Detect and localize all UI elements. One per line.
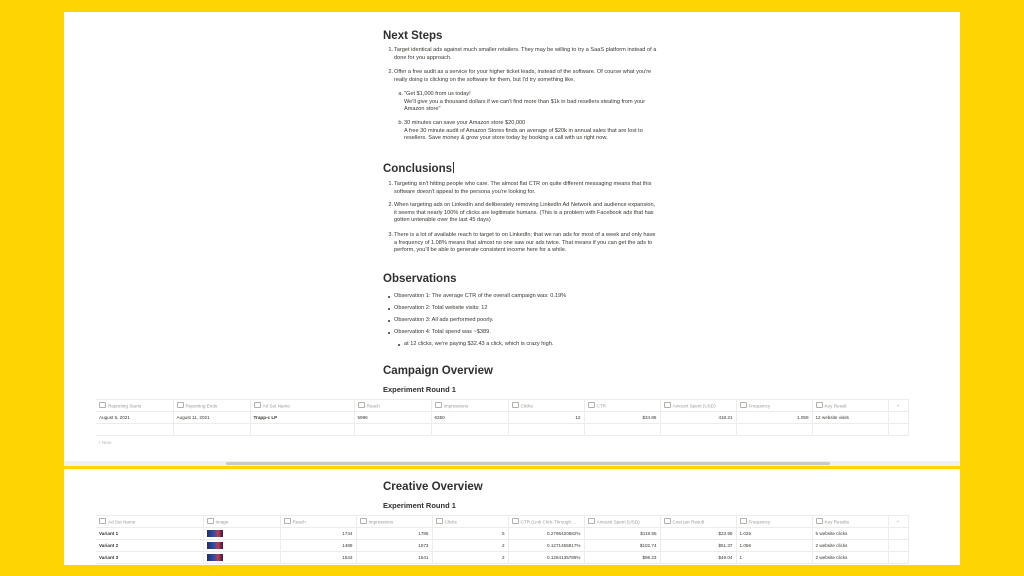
list-item-text[interactable]: Offer a free audit as a service for your higher ticket leads, instead of the software. Of course what you're really doing is clicking on the software for them, but I'd try something like, (394, 69, 652, 83)
add-column-button[interactable]: + (888, 400, 908, 412)
number-property-icon (664, 402, 671, 408)
heading-next-steps: Next Steps (383, 30, 443, 42)
bullet-item (383, 317, 658, 325)
column-header-reach[interactable]: Reach (354, 400, 431, 412)
table-cell[interactable]: 12 (508, 412, 584, 424)
column-header-frequency[interactable]: Frequency (736, 516, 812, 528)
column-header-ctr[interactable]: CTR (Link Click-Through ... (508, 516, 584, 528)
column-header-key-result[interactable]: Key Result (812, 400, 888, 412)
table-cell[interactable]: $119.95 (584, 528, 660, 540)
list-number: 2. (388, 202, 393, 208)
number-property-icon (435, 402, 442, 408)
sub-list-item-text[interactable]: "Get $1,000 from us today! We'll give you a thousand dollars if we can't find more than $1k in bad resellers stealing from your Amazon store" (404, 91, 646, 113)
bullet-text[interactable]: at 12 clicks, we're paying $32.43 a click, which is crazy high. (404, 341, 554, 347)
text-property-icon (816, 518, 823, 524)
table-cell[interactable]: 1541 (356, 552, 432, 564)
column-header-ctr[interactable]: CTR (584, 400, 660, 412)
heading-campaign-overview: Campaign Overview (383, 365, 493, 377)
table-row (96, 540, 908, 552)
table-cell[interactable]: 1573 (356, 540, 432, 552)
table-cell[interactable]: 6350 (431, 412, 508, 424)
table-row (96, 528, 908, 540)
heading-creative-overview: Creative Overview (383, 481, 483, 493)
bullet-dot (398, 344, 400, 346)
column-header-ad-set-name[interactable]: Ad Set Name (96, 516, 203, 528)
table-cell-image[interactable] (203, 552, 280, 564)
campaign-table (96, 399, 909, 436)
ad-image-thumbnail[interactable] (207, 542, 223, 549)
bullet-text[interactable]: Observation 4: Total spend was ~$389. (394, 329, 491, 335)
table-cell[interactable]: 1543 (280, 552, 356, 564)
table-row (96, 412, 908, 424)
text-cursor (453, 162, 454, 173)
bullet-text[interactable]: Observation 1: The average CTR of the overall campaign was: 0.19% (394, 293, 567, 299)
list-item-text[interactable]: There is a lot of available reach to target to on LinkedIn; that we ran ads for most of a week and only have a frequency of 1.08% means that almost no one saw our ads twice. That means if you can get the ads to perform, you'll be able to generate consistent income here for a while. (394, 232, 656, 254)
bullet-dot (388, 320, 390, 322)
column-header-reach[interactable]: Reach (280, 516, 356, 528)
list-number: 1. (388, 181, 393, 187)
list-item-text[interactable]: Target identical ads against much smaller retailers. They may be willing to try a SaaS platform instead of a done for you approach. (394, 47, 657, 61)
list-number: 1. (388, 47, 393, 53)
table-cell[interactable]: 1.025 (736, 528, 812, 540)
table-cell[interactable]: 1786 (356, 528, 432, 540)
table-cell[interactable]: 2 (432, 540, 508, 552)
column-header-cost-per-result[interactable]: Cost per Result (660, 516, 736, 528)
table-cell[interactable]: 418.21 (660, 412, 736, 424)
column-header-key-results[interactable]: Key Results (812, 516, 888, 528)
table-cell[interactable]: 2 (432, 552, 508, 564)
subheading-experiment-round: Experiment Round 1 (383, 501, 456, 510)
list-number: 3. (388, 232, 393, 238)
table-cell[interactable]: 1489 (280, 540, 356, 552)
document-page (64, 12, 960, 565)
number-property-icon (740, 518, 747, 524)
table-cell[interactable]: 0.2796420582% (508, 528, 584, 540)
ad-image-thumbnail[interactable] (207, 530, 223, 537)
calendar-icon (177, 402, 184, 408)
table-cell[interactable]: 5 (432, 528, 508, 540)
column-header-ad-set-name[interactable]: Ad Set Name (250, 400, 354, 412)
number-property-icon (436, 518, 443, 524)
number-property-icon (512, 402, 519, 408)
column-header-amount-spent[interactable]: Amount Spent (USD) (660, 400, 736, 412)
table-row-empty (96, 424, 908, 436)
list-item-text[interactable]: When targeting ads on LinkedIn and deliberately removing LinkedIn Ad Network and audience expansion, it seems that nearly 100% of clicks are legitimate humans. (This is a problem with Facebook ads that has gotten untenable over the last 45 days) (394, 202, 656, 224)
table-cell[interactable]: Variant 3 (96, 552, 203, 564)
bullet-item (383, 293, 658, 301)
table-cell[interactable]: Variant 1 (96, 528, 203, 540)
add-column-button[interactable]: + (888, 516, 908, 528)
sub-list-item (383, 120, 658, 144)
table-cell[interactable]: $23.99 (660, 528, 736, 540)
bullet-dot (388, 332, 390, 334)
text-property-icon (816, 402, 823, 408)
bullet-text[interactable]: Observation 2: Total website visits: 12 (394, 305, 488, 311)
number-property-icon (358, 402, 365, 408)
sub-list-marker: a. (398, 91, 403, 97)
table-cell[interactable]: 12 website visits (812, 412, 888, 424)
column-header-frequency[interactable]: Frequency (736, 400, 812, 412)
column-header-clicks[interactable]: Clicks (508, 400, 584, 412)
creative-table (96, 515, 909, 564)
table-cell[interactable]: $102.74 (584, 540, 660, 552)
new-row-button[interactable]: + New (98, 440, 112, 445)
list-item (383, 69, 658, 85)
column-header-impressions[interactable]: Impressions (356, 516, 432, 528)
bullet-item (383, 305, 658, 313)
table-header-row (96, 400, 908, 412)
table-cell[interactable]: $34.85 (584, 412, 660, 424)
table-cell (888, 412, 908, 424)
formula-icon (512, 518, 519, 524)
sub-list-item (383, 91, 658, 115)
table-header-row (96, 516, 908, 528)
table-cell[interactable]: 2 website clicks (812, 540, 888, 552)
table-cell-image[interactable] (203, 540, 280, 552)
table-row (96, 552, 908, 564)
table-cell[interactable]: $51.37 (660, 540, 736, 552)
column-header-impressions[interactable]: Impressions (431, 400, 508, 412)
table-cell[interactable]: Variant 2 (96, 540, 203, 552)
table-cell[interactable]: 5996 (354, 412, 431, 424)
table-cell[interactable]: 1.056 (736, 540, 812, 552)
column-header-amount-spent[interactable]: Amount Spent (USD) (584, 516, 660, 528)
table-cell[interactable]: 0.1271455817% (508, 540, 584, 552)
table-cell[interactable]: 1.059 (736, 412, 812, 424)
table-cell-image[interactable] (203, 528, 280, 540)
attachment-icon (207, 518, 214, 524)
text-property-icon (254, 402, 261, 408)
table-cell[interactable]: Trapp-c LP (250, 412, 354, 424)
scrollbar-thumb[interactable] (226, 462, 830, 465)
list-item (383, 232, 658, 256)
calendar-icon (99, 402, 106, 408)
number-property-icon (588, 518, 595, 524)
list-item (383, 202, 658, 226)
sub-bullet-item (383, 341, 658, 349)
table-cell[interactable]: 1744 (280, 528, 356, 540)
bullet-item (383, 329, 658, 337)
table-cell[interactable]: 5 website clicks (812, 528, 888, 540)
ad-image-thumbnail[interactable] (207, 554, 223, 561)
column-header-reporting-ends[interactable]: Reporting Ends (173, 400, 250, 412)
list-item (383, 181, 658, 197)
subheading-experiment-round: Experiment Round 1 (383, 385, 456, 394)
table-cell[interactable]: August 5, 2021 (96, 412, 173, 424)
table-cell[interactable]: August 11, 2021 (173, 412, 250, 424)
section-divider (64, 466, 960, 469)
number-property-icon (588, 402, 595, 408)
table-cell[interactable]: 1 (736, 552, 812, 564)
column-header-clicks[interactable]: Clicks (432, 516, 508, 528)
table-cell[interactable]: $98.23 (584, 552, 660, 564)
number-property-icon (740, 402, 747, 408)
column-header-reporting-starts[interactable]: Reporting Starts (96, 400, 173, 412)
list-item (383, 47, 658, 63)
heading-conclusions[interactable]: Conclusions (383, 163, 453, 175)
number-property-icon (664, 518, 671, 524)
column-header-image[interactable]: Image (203, 516, 280, 528)
list-number: 2. (388, 69, 393, 75)
list-item-text[interactable]: Targeting isn't hitting people who care. The almost flat CTR on quite different messaging means that this software doesn't appeal to the persona you're looking for. (394, 181, 652, 195)
bullet-text[interactable]: Observation 3: All ads performed poorly. (394, 317, 494, 323)
sub-list-item-text[interactable]: 30 minutes can save your Amazon store $20,000 A free 30 minute audit of Amazon Stores finds an average of $20k in annual sales that are lost to resellers. Save money & grow your store today by booking a call with us right now. (404, 120, 643, 142)
sub-list-marker: b. (398, 120, 403, 126)
bullet-dot (388, 308, 390, 310)
table-cell[interactable]: 0.1284135788% (508, 552, 584, 564)
table-cell[interactable]: $49.04 (660, 552, 736, 564)
table-cell[interactable]: 2 website clicks (812, 552, 888, 564)
number-property-icon (284, 518, 291, 524)
bullet-dot (388, 296, 390, 298)
text-property-icon (99, 518, 106, 524)
heading-observations: Observations (383, 273, 457, 285)
number-property-icon (360, 518, 367, 524)
